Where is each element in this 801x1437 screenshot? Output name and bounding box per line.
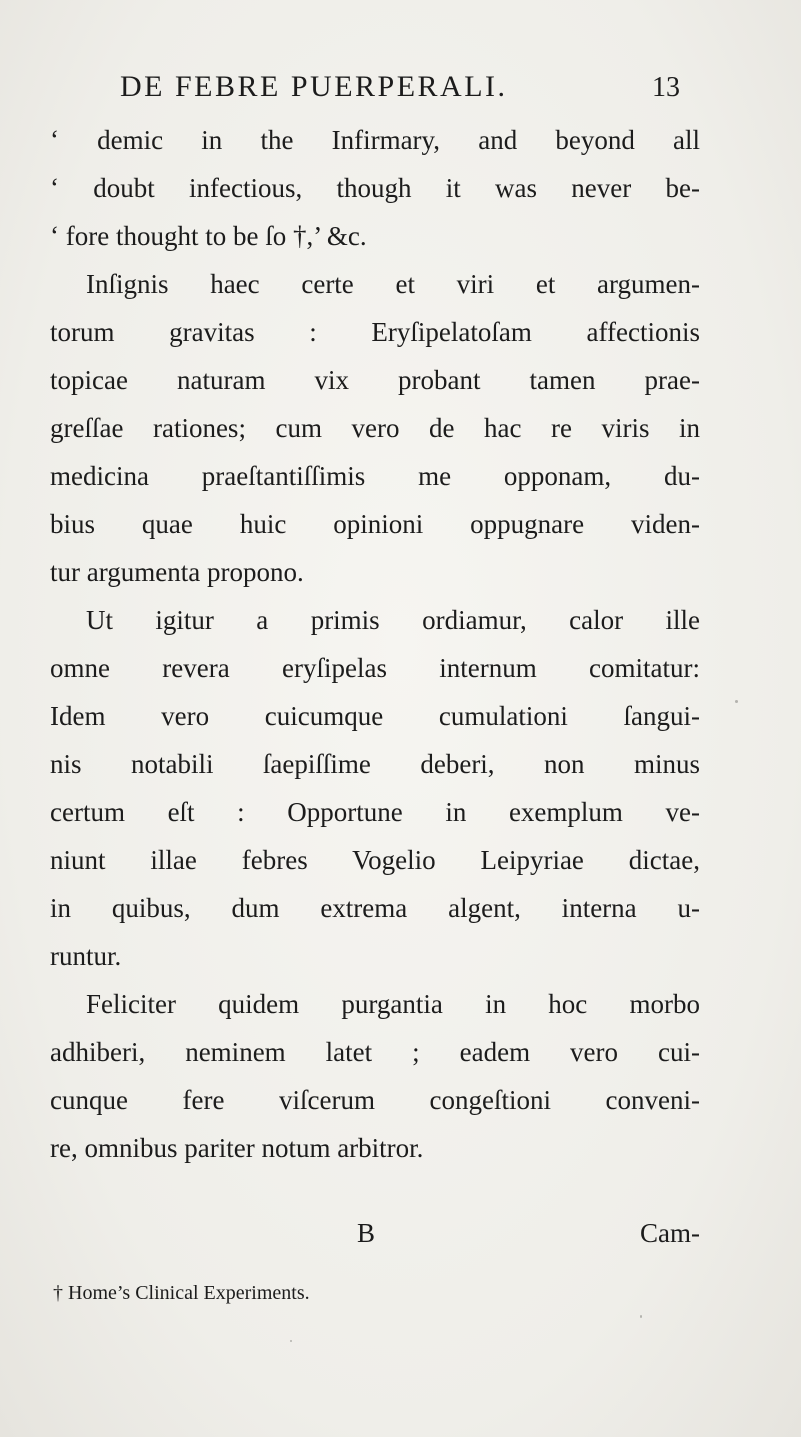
text-line: Feliciter quidem purgantia in hoc morbo [86, 989, 700, 1019]
text-line: re, omnibus pariter notum arbitror. [50, 1133, 424, 1163]
text-line: ‘ fore thought to be ſo †,’ &c. [50, 221, 367, 251]
text-line: bius quae huic opinioni oppugnare viden- [50, 509, 700, 539]
page-number: 13 [652, 72, 680, 103]
footnote: † Home’s Clinical Experiments. [53, 1282, 310, 1304]
catchword: Cam- [640, 1218, 700, 1248]
text-line: torum gravitas : Eryſipelatoſam affectionis [50, 317, 700, 347]
text-line: ‘ demic in the Infirmary, and beyond all [50, 125, 700, 155]
text-line: niunt illae febres Vogelio Leipyriae dictae, [50, 845, 700, 875]
text-line: in quibus, dum extrema algent, interna u- [50, 893, 700, 923]
paper-speck [640, 1315, 642, 1318]
paper-speck [735, 700, 738, 703]
text-line: certum eſt : Opportune in exemplum ve- [50, 797, 700, 827]
running-title: DE FEBRE PUERPERALI. [120, 70, 508, 103]
text-line: ‘ doubt infectious, though it was never be- [50, 173, 700, 203]
catch-row [50, 1218, 700, 1258]
text-line: medicina praeſtantiſſimis me opponam, du- [50, 461, 700, 491]
text-line: Ut igitur a primis ordiamur, calor ille [86, 605, 700, 635]
text-line: omne revera eryſipelas internum comitatur: [50, 653, 700, 683]
text-line: topicae naturam vix probant tamen prae- [50, 365, 700, 395]
text-line: tur argumenta propono. [50, 557, 304, 587]
text-line: adhiberi, neminem latet ; eadem vero cui- [50, 1037, 700, 1067]
page-header [120, 70, 680, 110]
paper-speck [290, 1340, 292, 1342]
text-line: runtur. [50, 941, 122, 971]
text-line: cunque fere viſcerum congeſtioni conveni- [50, 1085, 700, 1115]
text-line: Idem vero cuicumque cumulationi ſangui- [50, 701, 700, 731]
signature-mark: B [357, 1218, 376, 1248]
text-line: greſſae rationes; cum vero de hac re viris in [50, 413, 700, 443]
text-line: Inſignis haec certe et viri et argumen- [86, 269, 700, 299]
text-line: nis notabili ſaepiſſime deberi, non minus [50, 749, 700, 779]
